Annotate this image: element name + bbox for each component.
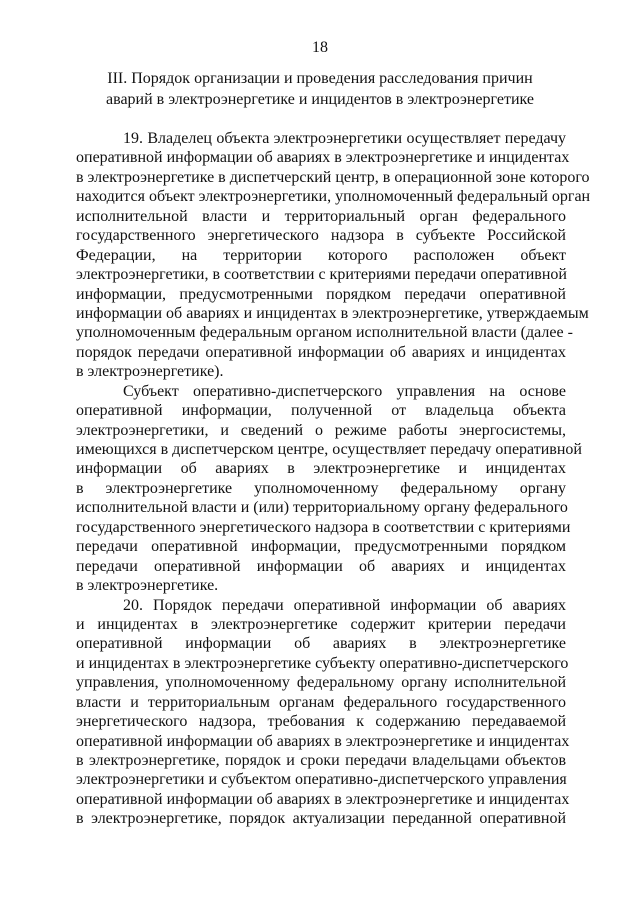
text-line: власти и территориальным органам федерального государственного	[76, 693, 566, 711]
text-line: электроэнергетики и субъектом оперативно-диспетчерского управления	[76, 771, 567, 789]
text-line: в электроэнергетике.	[76, 577, 219, 595]
text-line: информации, предусмотренными порядком передачи оперативной	[76, 285, 566, 303]
text-line: в электроэнергетике, порядок актуализации переданной оперативной	[76, 810, 566, 828]
paragraph-19	[76, 129, 591, 382]
text-line: информации об авариях и инцидентах в электроэнергетике, утверждаемым	[76, 304, 589, 322]
text-line: в электроэнергетике в диспетчерский центр, в операционной зоне которого	[76, 168, 590, 186]
section-title	[60, 69, 580, 110]
paragraph-19-continued	[76, 382, 582, 596]
text-line: Субъект оперативно-диспетчерского управления на основе	[123, 382, 566, 400]
text-line: энергетического надзора, требования к содержанию передаваемой	[76, 713, 566, 731]
text-line: оперативной информации об авариях в электроэнергетике и инцидентах	[76, 149, 570, 167]
text-line: исполнительной власти и (или) территориальному органу федерального	[76, 499, 568, 517]
section-title-line: III. Порядок организации и проведения расследования причин	[107, 70, 533, 87]
text-line: государственного энергетического надзора в субъекте Российской	[76, 227, 566, 245]
text-line: 19. Владелец объекта электроэнергетики осуществляет передачу	[123, 130, 566, 147]
text-line: в электроэнергетике).	[76, 363, 224, 381]
text-line: в электроэнергетике уполномоченному федеральному органу	[76, 479, 566, 497]
text-line: и инцидентах в электроэнергетике содержит критерии передачи	[76, 615, 566, 633]
paragraph-20	[76, 596, 570, 829]
text-line: оперативной информации об авариях в электроэнергетике и инцидентах	[76, 732, 570, 750]
section-title-line: аварий в электроэнергетике и инцидентов в электроэнергетике	[106, 90, 534, 108]
text-line: государственного энергетического надзора в соответствии с критериями	[76, 518, 571, 536]
text-line: оперативной информации об авариях в электроэнергетике	[76, 635, 566, 653]
text-line: порядок передачи оперативной информации об авариях и инцидентах	[76, 343, 566, 361]
text-line: оперативной информации об авариях в электроэнергетике и инцидентах	[76, 790, 570, 808]
text-line: уполномоченным федеральным органом исполнительной власти (далее -	[76, 324, 573, 342]
text-line: электроэнергетики, и сведений о режиме работы энергосистемы,	[76, 421, 566, 439]
text-line: оперативной информации, полученной от владельца объекта	[76, 402, 566, 420]
text-line: имеющихся в диспетчерском центре, осуществляет передачу оперативной	[76, 441, 582, 458]
text-line: и инцидентах в электроэнергетике субъекту оперативно-диспетчерского	[76, 654, 569, 672]
text-line: управления, уполномоченному федеральному органу исполнительной	[76, 674, 566, 692]
text-line: передачи оперативной информации об авариях и инцидентах	[76, 557, 566, 575]
text-line: передачи оперативной информации, предусмотренными порядком	[76, 538, 566, 556]
page-number: 18	[312, 39, 328, 56]
text-line: электроэнергетики, в соответствии с критериями передачи оперативной	[76, 266, 567, 284]
text-line: в электроэнергетике, порядок и сроки передачи владельцами объектов	[76, 752, 566, 769]
body-text	[76, 129, 591, 829]
text-line: Федерации, на территории которого расположен объект	[76, 246, 566, 264]
text-line: находится объект электроэнергетики, уполномоченный федеральный орган	[76, 188, 591, 206]
text-line: исполнительной власти и территориальный орган федерального	[76, 207, 566, 225]
text-line: 20. Порядок передачи оперативной информации об авариях	[123, 596, 566, 614]
text-line: информации об авариях в электроэнергетике и инцидентах	[76, 460, 566, 478]
